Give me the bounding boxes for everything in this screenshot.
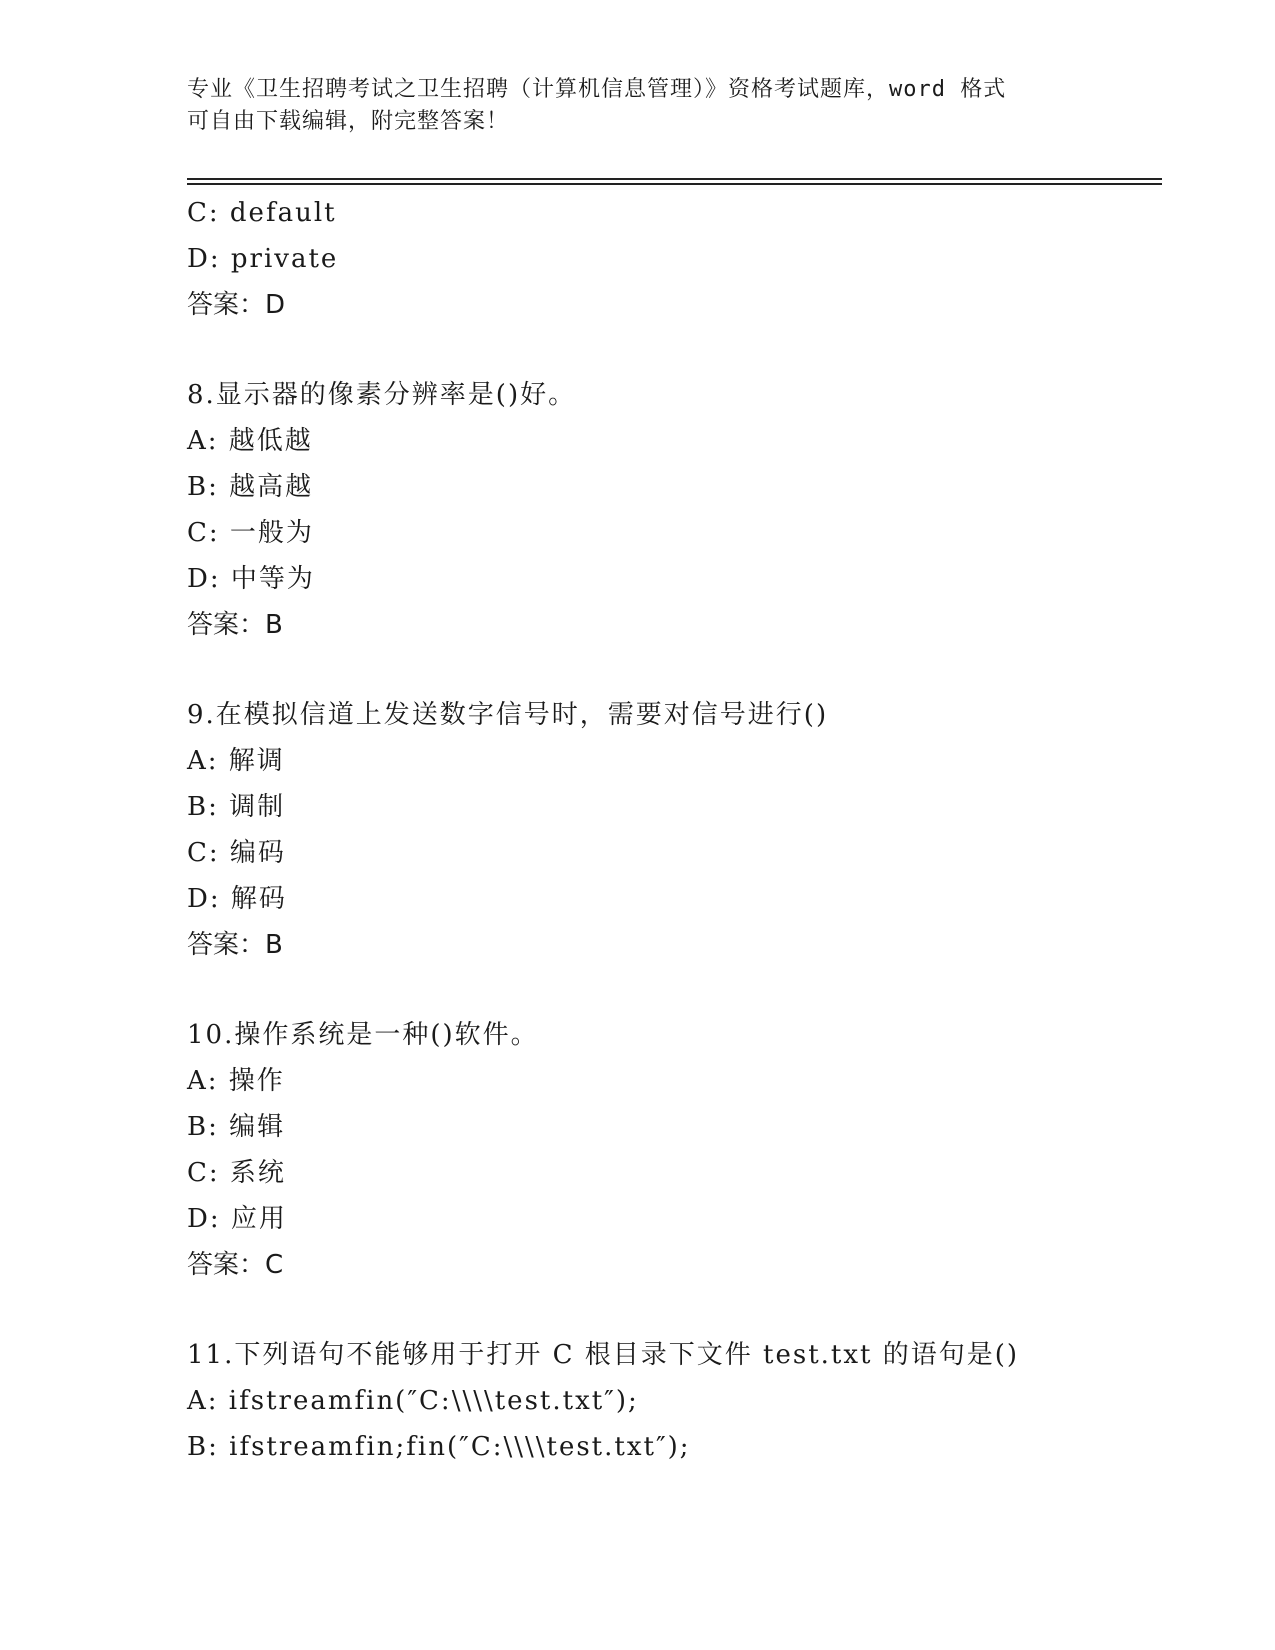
- option-b: B: 调制: [187, 792, 286, 822]
- option-b: B: 越高越: [187, 472, 314, 502]
- question-9: [187, 692, 1167, 968]
- option-c: C: 编码: [187, 838, 286, 868]
- option-a: A: 越低越: [187, 426, 313, 456]
- header-rule-top: [187, 178, 1162, 180]
- question-stem: 11.下列语句不能够用于打开 C 根目录下文件 test.txt 的语句是(): [187, 1340, 1020, 1370]
- answer-label: 答案：B: [187, 930, 283, 960]
- header-line-1: 专业《卫生招聘考试之卫生招聘（计算机信息管理）》资格考试题库，word 格式: [187, 77, 1007, 102]
- answer-label: 答案：C: [187, 1250, 284, 1280]
- question-list: [187, 190, 1167, 1470]
- answer-label: 答案：D: [187, 290, 286, 320]
- question-7-continued: [187, 190, 1167, 328]
- question-11: [187, 1332, 1167, 1470]
- spacer: [187, 648, 1167, 692]
- option-c: C: 一般为: [187, 518, 314, 548]
- question-10: [187, 1012, 1167, 1288]
- spacer: [187, 968, 1167, 1012]
- header-line-2: 可自由下载编辑，附完整答案！: [187, 109, 510, 134]
- option-d: D: 中等为: [187, 564, 315, 594]
- question-stem: 9.在模拟信道上发送数字信号时，需要对信号进行(): [187, 700, 829, 730]
- question-stem: 10.操作系统是一种()软件。: [187, 1020, 539, 1050]
- header-rule-bottom: [187, 183, 1162, 185]
- option-d: D: 解码: [187, 884, 287, 914]
- spacer: [187, 1288, 1167, 1332]
- spacer: [187, 328, 1167, 372]
- option-b: B: ifstreamfin;fin(″C:\\\\test.txt″);: [187, 1432, 691, 1462]
- option-c: C: 系统: [187, 1158, 286, 1188]
- option-a: A: 操作: [187, 1066, 285, 1096]
- option-a: A: ifstreamfin(″C:\\\\test.txt″);: [187, 1386, 639, 1416]
- option-c: C: default: [187, 198, 337, 228]
- option-d: D: 应用: [187, 1204, 287, 1234]
- question-stem: 8.显示器的像素分辨率是()好。: [187, 380, 577, 410]
- answer-label: 答案：B: [187, 610, 283, 640]
- question-8: [187, 372, 1167, 648]
- option-b: B: 编辑: [187, 1112, 286, 1142]
- document-header: [187, 74, 1087, 138]
- option-d: D: private: [187, 244, 339, 274]
- option-a: A: 解调: [187, 746, 285, 776]
